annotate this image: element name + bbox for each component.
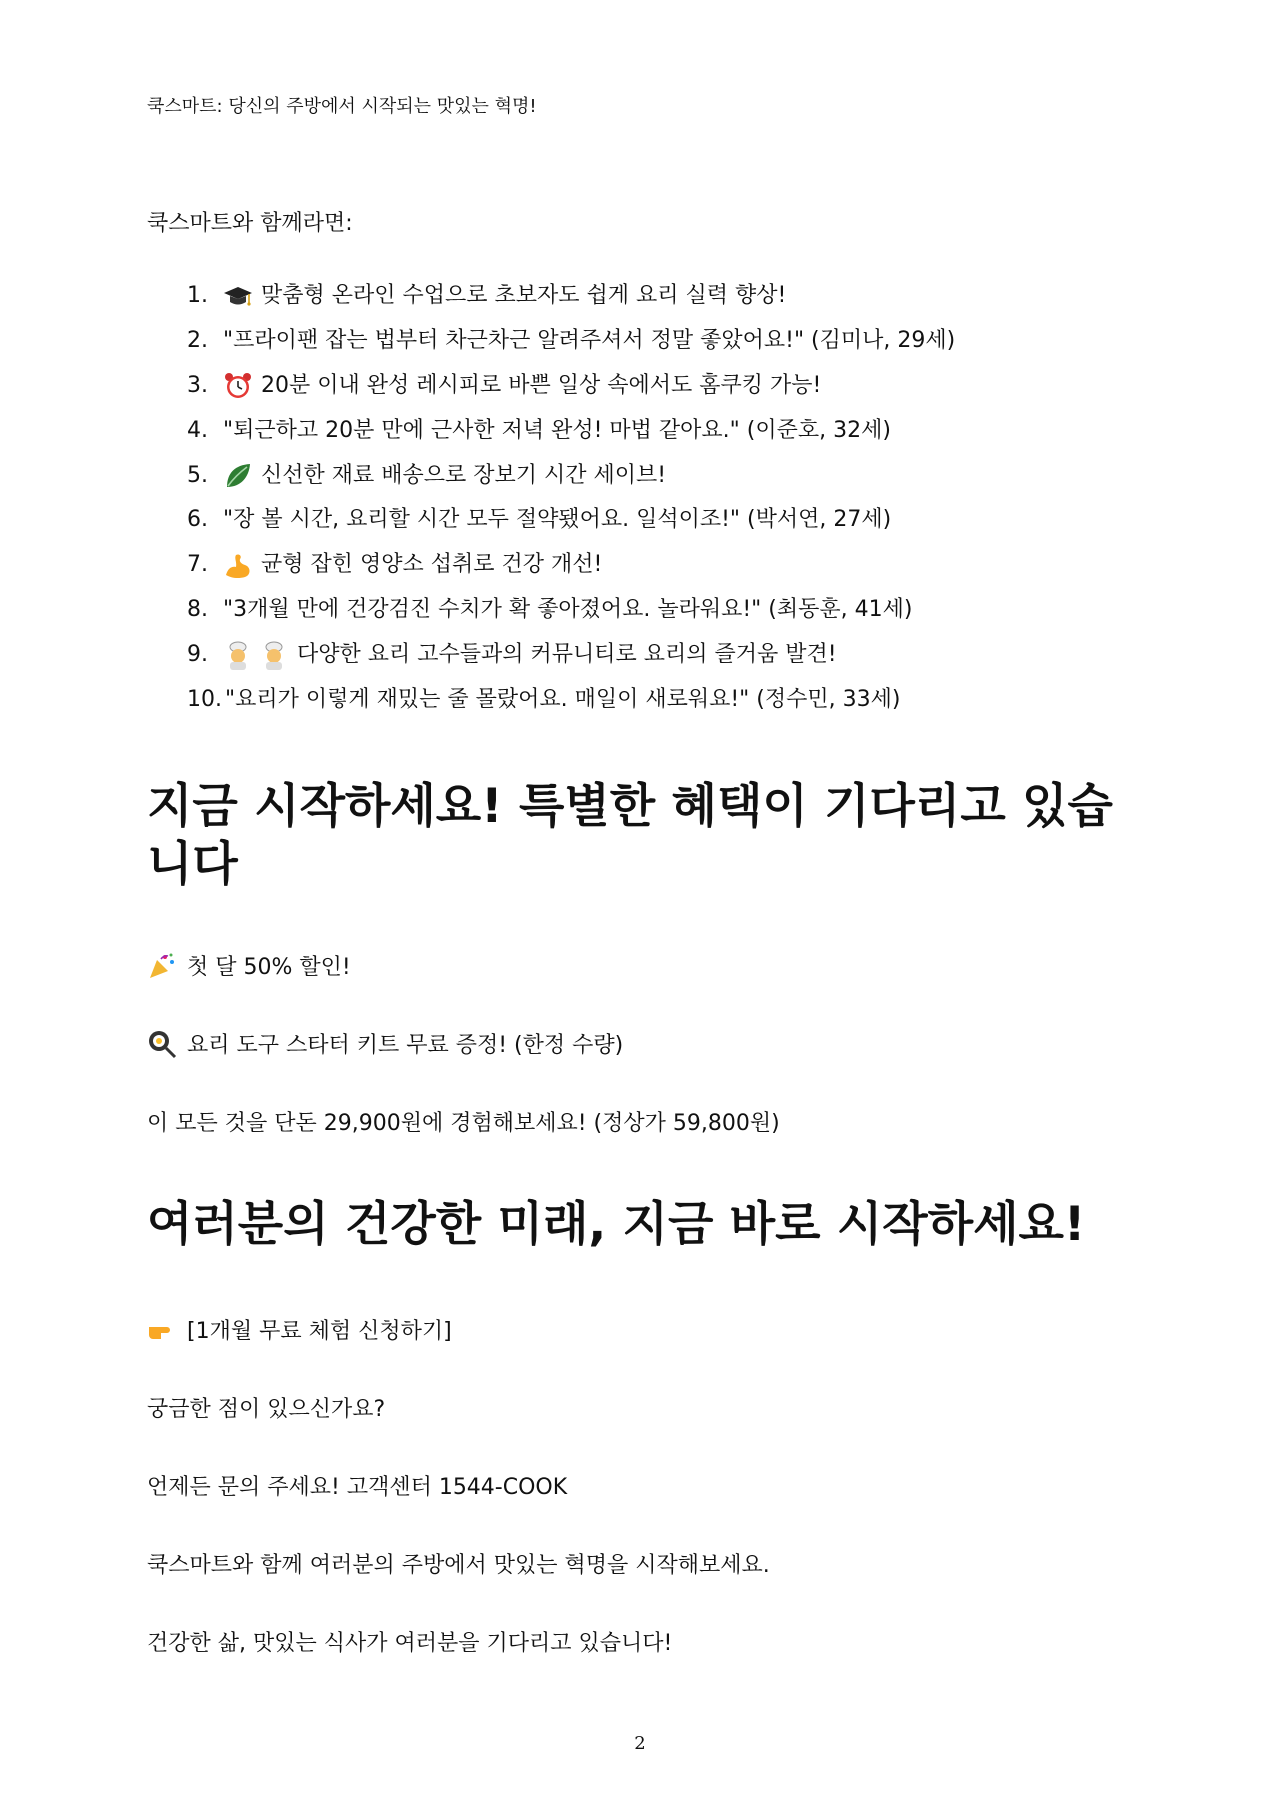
graduation-cap-icon: [223, 281, 255, 311]
price-line: 이 모든 것을 단돈 29,900원에 경험해보세요! (정상가 59,800원): [147, 1111, 780, 1136]
party-popper-icon: [147, 951, 179, 981]
contact-text: 언제든 문의 주세요! 고객센터 1544-COOK: [147, 1475, 568, 1500]
pointing-hand-icon: [147, 1315, 179, 1345]
list-item: 4. "퇴근하고 20분 만에 근사한 저녁 완성! 마법 같아요." (이준호, 32세): [187, 417, 891, 443]
frying-pan-icon: [147, 1029, 179, 1059]
alarm-clock-icon: [223, 371, 255, 401]
list-item: 5. 신선한 재료 배송으로 장보기 시간 세이브!: [187, 453, 955, 498]
question-text: 궁금한 점이 있으신가요?: [147, 1397, 386, 1422]
closing-text-1: 쿡스마트와 함께 여러분의 주방에서 맛있는 혁명을 시작해보세요.: [147, 1553, 770, 1578]
running-header: 쿡스마트: 당신의 주방에서 시작되는 맛있는 혁명!: [147, 96, 537, 117]
free-trial-link[interactable]: [1개월 무료 체험 신청하기]: [147, 1314, 452, 1345]
cook-icon: [223, 640, 291, 670]
intro-text: 쿡스마트와 함께라면:: [147, 211, 353, 236]
list-item: 3. 20분 이내 완성 레시피로 바쁜 일상 속에서도 홈쿠킹 가능!: [187, 364, 955, 409]
cta-heading: 여러분의 건강한 미래, 지금 바로 시작하세요!: [147, 1197, 1086, 1252]
list-item: 2. "프라이팬 잡는 법부터 차근차근 알려주셔서 정말 좋았어요!" (김미나, 29세): [187, 328, 956, 354]
list-item: 6. "장 볼 시간, 요리할 시간 모두 절약됐어요. 일석이조!" (박서연, 27세): [187, 507, 892, 533]
list-item: 7. 균형 잡힌 영양소 섭취로 건강 개선!: [187, 543, 955, 588]
starter-kit-line: 요리 도구 스타터 키트 무료 증정! (한정 수량): [147, 1028, 623, 1059]
list-item: 10. "요리가 이렇게 재밌는 줄 몰랐어요. 매일이 새로워요!" (정수민, 33세): [187, 686, 901, 712]
closing-text-2: 건강한 삶, 맛있는 식사가 여러분을 기다리고 있습니다!: [147, 1631, 673, 1656]
page-number: 2: [634, 1733, 646, 1754]
leafy-green-icon: [223, 461, 255, 491]
flexed-biceps-icon: [223, 550, 255, 580]
discount-line: 첫 달 50% 할인!: [147, 950, 351, 981]
feature-list: [187, 274, 955, 722]
offer-heading: 지금 시작하세요! 특별한 혜택이 기다리고 있습니다: [147, 779, 1113, 892]
list-item: 8. "3개월 만에 건강검진 수치가 확 좋아졌어요. 놀라워요!" (최동훈, 41세): [187, 596, 913, 622]
list-item: 9. 다양한 요리 고수들과의 커뮤니티로 요리의 즐거움 발견!: [187, 632, 955, 677]
list-item: 1. 맞춤형 온라인 수업으로 초보자도 쉽게 요리 실력 향상!: [187, 274, 955, 319]
